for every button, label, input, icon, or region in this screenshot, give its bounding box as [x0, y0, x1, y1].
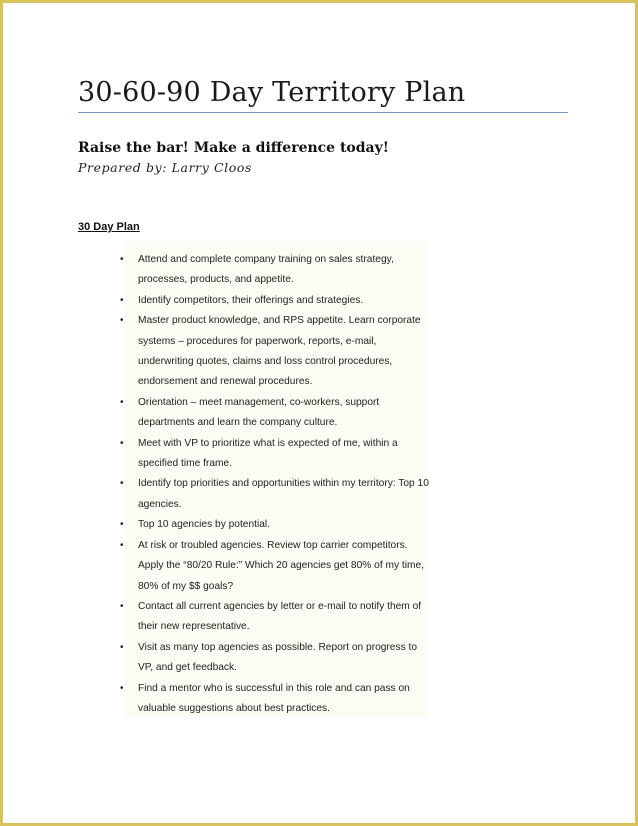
list-item	[116, 250, 431, 291]
plan-bullet-list	[116, 250, 431, 719]
bullet-dot-icon: •	[120, 396, 124, 408]
bullet-dot-icon: •	[120, 519, 124, 531]
list-item	[116, 638, 431, 679]
list-item	[116, 311, 431, 393]
prepared-by-line: Prepared by: Larry Cloos	[78, 160, 253, 175]
list-item-text: Orientation – meet management, co-workers, support departments and learn the company culture.	[138, 396, 380, 429]
bullet-dot-icon: •	[120, 437, 124, 449]
bullet-dot-icon: •	[120, 682, 124, 694]
list-item	[116, 474, 431, 515]
list-item	[116, 597, 431, 638]
list-item	[116, 434, 431, 475]
bullet-dot-icon: •	[120, 600, 124, 612]
list-item-text: Contact all current agencies by letter or e-mail to notify them of their new representative.	[138, 600, 422, 633]
bullet-dot-icon: •	[120, 539, 124, 551]
document-subtitle: Raise the bar! Make a difference today!	[78, 140, 389, 156]
list-item-text: Meet with VP to prioritize what is expected of me, within a specified time frame.	[138, 437, 398, 470]
bullet-dot-icon: •	[120, 254, 124, 265]
bullet-dot-icon: •	[120, 641, 124, 653]
list-item	[116, 536, 431, 597]
document-title: 30-60-90 Day Territory Plan	[78, 77, 466, 108]
list-item-text: Top 10 agencies by potential.	[138, 519, 270, 531]
list-item	[116, 291, 431, 311]
list-item	[116, 393, 431, 434]
list-item-text: Identify top priorities and opportunities within my territory: Top 10 agencies.	[138, 478, 429, 510]
bullet-dot-icon: •	[120, 478, 124, 490]
list-item	[116, 679, 431, 720]
title-divider	[78, 112, 568, 113]
bullet-dot-icon: •	[120, 294, 124, 306]
list-item	[116, 515, 431, 535]
list-item-text: Visit as many top agencies as possible. Report on progress to VP, and get feedback.	[138, 641, 417, 674]
list-item-text: Master product knowledge, and RPS appetite. Learn corporate systems – procedures for paperwork, reports, e-mail, underwriting quotes, claims and loss control procedures, endorsement and renewal procedures.	[138, 315, 421, 388]
list-item-text: Attend and complete company training on sales strategy, processes, products, and appetite.	[138, 254, 394, 286]
bullet-dot-icon: •	[120, 315, 124, 327]
section-heading-30-day-plan: 30 Day Plan	[78, 221, 140, 233]
list-item-text: Find a mentor who is successful in this role and can pass on valuable suggestions about best practices.	[138, 682, 410, 714]
list-item-text: Identify competitors, their offerings and strategies.	[138, 294, 364, 306]
list-item-text: At risk or troubled agencies. Review top carrier competitors. Apply the “80/20 Rule:” Which 20 agencies get 80% of my time, 80% of my $$ goals?	[138, 539, 424, 592]
